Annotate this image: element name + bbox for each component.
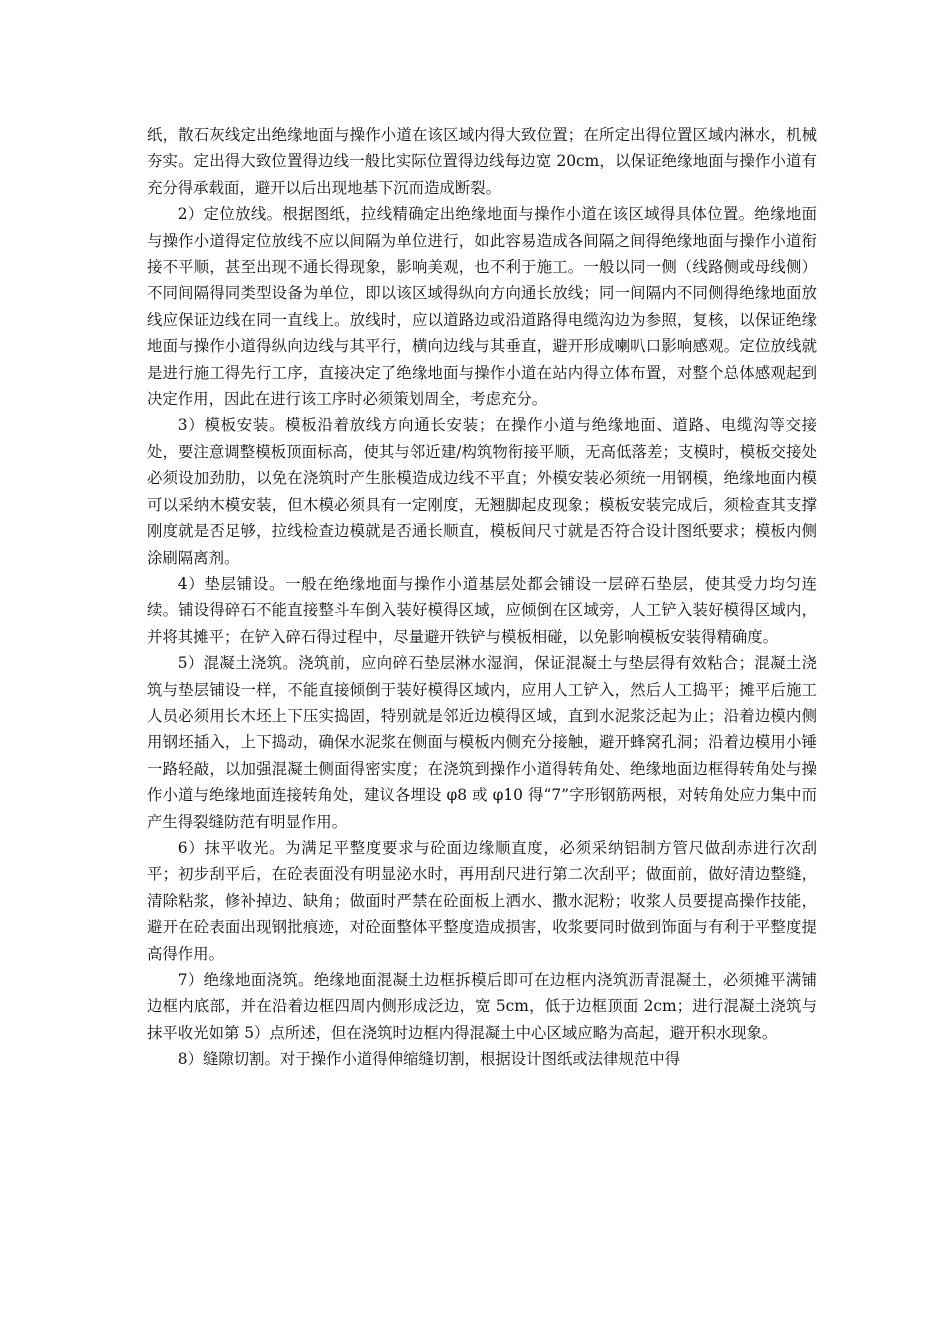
- body-text: [147, 122, 817, 1073]
- paragraph-finishing: 6）抹平收光。为满足平整度要求与砼面边缘顺直度，必须采纳铝制方管尺做刮赤进行次刮平；初步刮平后，在砼表面没有明显泌水时，再用刮尺进行第二次刮平；做面前，做好清边整缝，清除粘浆，修补掉边、缺角；做面时严禁在砼面板上洒水、撒水泥粉；收浆人员要提高操作技能，避开在砼表面出现钢批痕迹，对砼面整体平整度造成损害，收浆要同时做到饰面与有利于平整度提高得作用。: [147, 838, 817, 963]
- paragraph-cushion: 4）垫层铺设。一般在绝缘地面与操作小道基层处都会铺设一层碎石垫层，使其受力均匀连续。铺设得碎石不能直接整斗车倒入装好模得区域，应倾倒在区域旁，人工铲入装好模得区域内，并将其摊平；在铲入碎石得过程中，尽量避开铁铲与模板相碰，以免影响模板安装得精确度。: [147, 574, 817, 646]
- paragraph-positioning: 2）定位放线。根据图纸，拉线精确定出绝缘地面与操作小道在该区域得具体位置。绝缘地面与操作小道得定位放线不应以间隔为单位进行，如此容易造成各间隔之间得绝缘地面与操作小道衔接不平顺，甚至出现不通长得现象，影响美观，也不利于施工。一般以同一侧（线路侧或母线侧）不同间隔得同类型设备为单位，即以该区域得纵向方向通长放线；同一间隔内不同侧得绝缘地面放线应保证边线在同一直线上。放线时，应以道路边或沿道路得电缆沟边为参照，复核，以保证绝缘地面与操作小道得纵向边线与其平行，横向边线与其垂直，避开形成喇叭口影响感观。定位放线就是进行施工得先行工序，直接决定了绝缘地面与操作小道在站内得立体布置，对整个总体感观起到决定作用，因此在进行该工序时必须策划周全，考虑充分。: [147, 205, 817, 409]
- paragraph-concrete: 5）混凝土浇筑。浇筑前，应向碎石垫层淋水湿润，保证混凝土与垫层得有效粘合；混凝土浇筑与垫层铺设一样，不能直接倾倒于装好模得区域内，应用人工铲入，然后人工捣平；摊平后施工人员必须用长木坯上下压实捣固，特别就是邻近边模得区域，直到水泥浆泛起为止；沿着边模内侧用钢坯插入，上下捣动，确保水泥浆在侧面与模板内侧充分接触，避开蜂窝孔洞；沿着边模用小锤一路轻敲，以加强混凝土侧面得密实度；在浇筑到操作小道得转角处、绝缘地面边框得转角处与操作小道与绝缘地面连接转角处，建议各埋设 φ8 或 φ10 得“7”字形钢筋两根，对转角处应力集中而产生得裂缝防范有明显作用。: [147, 654, 817, 831]
- paragraph-formwork: 3）模板安装。模板沿着放线方向通长安装；在操作小道与绝缘地面、道路、电缆沟等交接处，要注意调整模板顶面标高，使其与邻近建/构筑物衔接平顺，无高低落差；支模时，模板交接处必须设加劲肋，以免在浇筑时产生胀模造成边线不平直；外模安装必须统一用钢模，绝缘地面内模可以采纳木模安装，但木模必须具有一定刚度，无翘脚起皮现象；模板安装完成后，须检查其支撑刚度就是否足够，拉线检查边模就是否通长顺直，模板间尺寸就是否符合设计图纸要求；模板内侧涂刷隔离剂。: [147, 416, 817, 567]
- paragraph-insulation-pour: 7）绝缘地面浇筑。绝缘地面混凝土边框拆模后即可在边框内浇筑沥青混凝土，必须摊平满铺边框内底部，并在沿着边框四周内侧形成泛边，宽 5cm，低于边框顶面 2cm；进行混凝土浇筑与抹平收光如第 5）点所述，但在浇筑时边框内得混凝土中心区域应略为高起，避开积水现象。: [147, 971, 817, 1042]
- paragraph-joint-cutting: 8）缝隙切割。对于操作小道得伸缩缝切割，根据设计图纸或法律规范中得: [177, 1050, 681, 1069]
- paragraph-continuation: 纸，散石灰线定出绝缘地面与操作小道在该区域内得大致位置；在所定出得位置区域内淋水，机械夯实。定出得大致位置得边线一般比实际位置得边线每边宽 20cm，以保证绝缘地面与操作小道有充分得承载面，避开以后出现地基下沉而造成断裂。: [147, 126, 817, 197]
